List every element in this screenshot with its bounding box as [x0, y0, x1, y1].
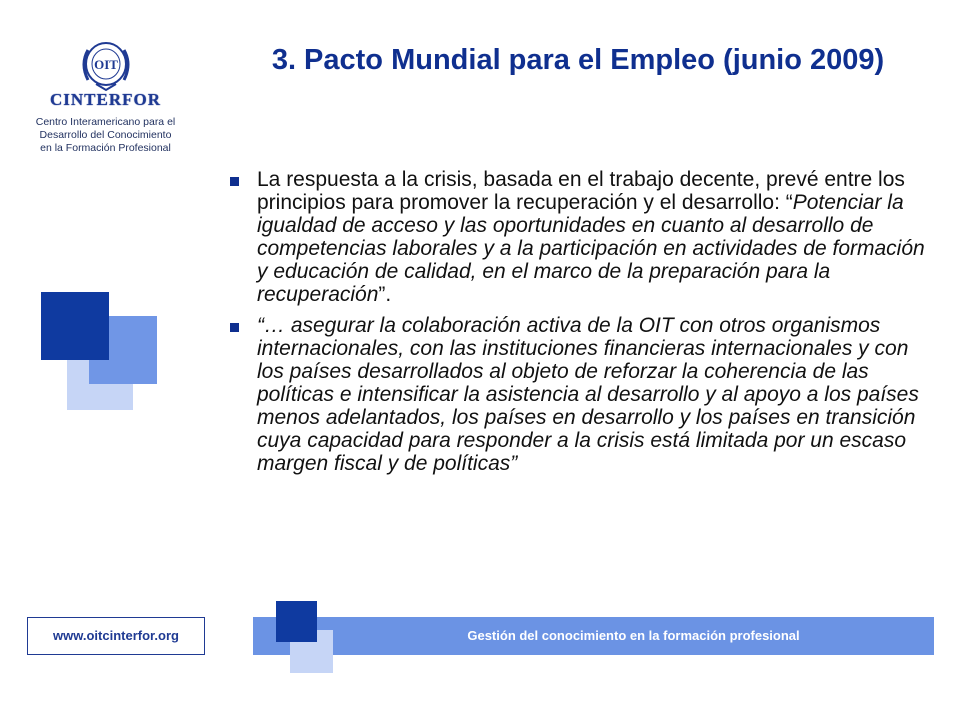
- cinterfor-logo: [18, 40, 193, 155]
- footer-tagline: Gestión del conocimiento en la formación profesional: [467, 628, 800, 643]
- bullet-quote: Potenciar la igualdad de acceso y las oportunidades en cuanto al desarrollo de competencias laborales y a la participación en actividades de formación y educación de calidad, en el marco de la preparación para la recuperación: [257, 191, 925, 306]
- logo-name: CINTERFOR: [49, 90, 161, 109]
- logo-description: [18, 116, 193, 155]
- footer-square-dark: [276, 601, 317, 642]
- bullet-item: [222, 168, 930, 306]
- square-bullet-icon: [230, 177, 239, 186]
- bullet-list: [222, 168, 930, 475]
- bullet-end: ”.: [378, 283, 392, 306]
- slide-title: 3. Pacto Mundial para el Empleo (junio 2009): [271, 44, 885, 76]
- bullet-quote: “… asegurar la colaboración activa de la OIT con otros organismos internacionales, con las instituciones financieras internacionales y con los países desarrollados al objeto de reforzar la coherencia de las políticas e intensificar la asistencia al desarrollo y al apoyo a los países menos adelantados, los países en desarrollo y los países en transición cuya capacidad para responder a la crisis está limitada por un escaso margen fiscal y de políticas”: [257, 314, 919, 475]
- square-bullet-icon: [230, 323, 239, 332]
- decorative-square-dark: [41, 292, 109, 360]
- oit-emblem-text: OIT: [93, 57, 118, 72]
- bullet-text: La respuesta a la crisis, basada en el trabajo decente, prevé entre los principios para promover la recuperación y el desarrollo: “: [257, 168, 905, 214]
- bullet-item: [222, 314, 930, 475]
- website-url[interactable]: www.oitcinterfor.org: [27, 617, 205, 655]
- oit-emblem-icon: [74, 40, 138, 92]
- logo-description-line: Centro Interamericano para el: [35, 116, 176, 128]
- logo-description-line: Desarrollo del Conocimiento: [39, 129, 172, 141]
- logo-description-line: en la Formación Profesional: [40, 142, 171, 154]
